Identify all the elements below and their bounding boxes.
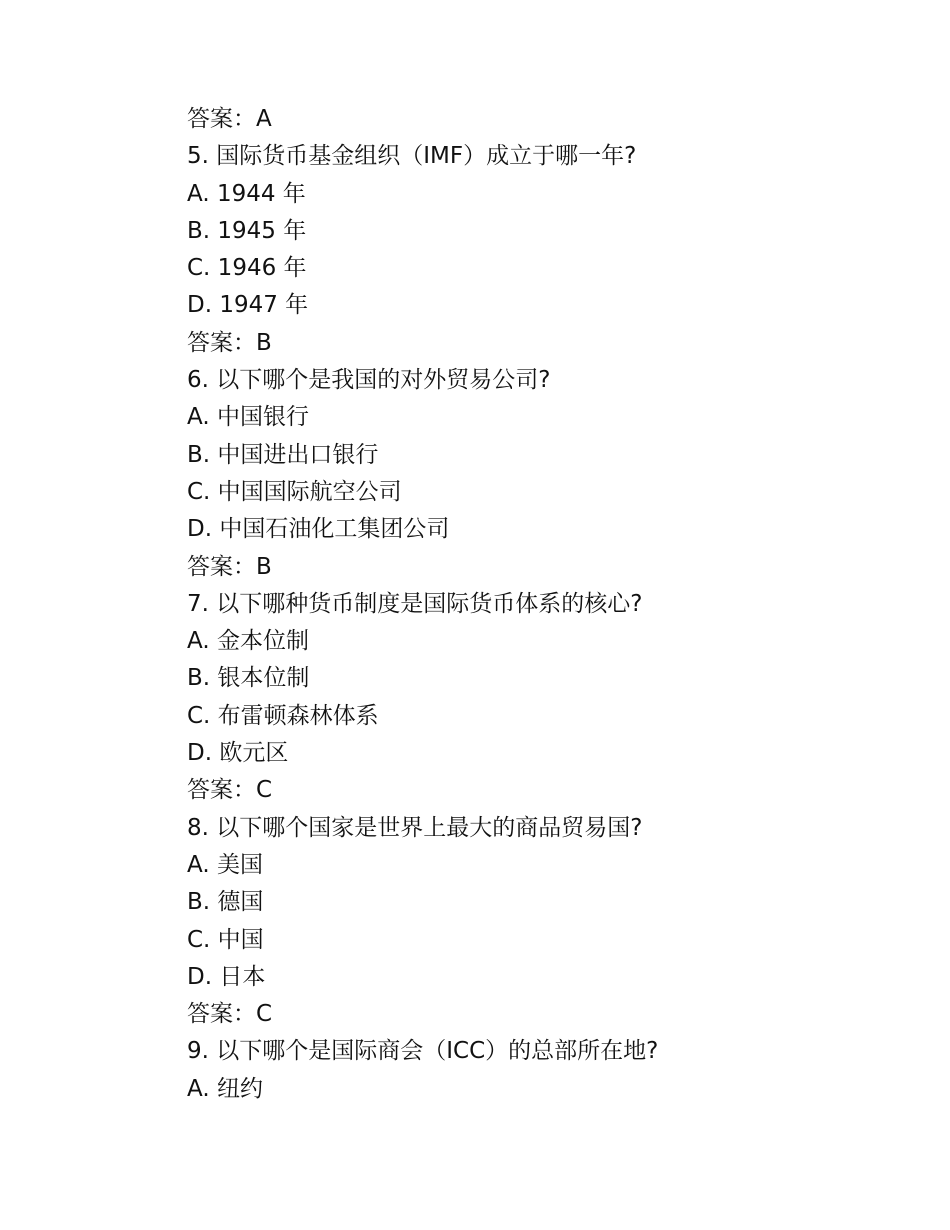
question-line: 9. 以下哪个是国际商会（ICC）的总部所在地?: [187, 1038, 659, 1065]
option-line: B. 中国进出口银行: [187, 441, 379, 468]
option-line: A. 金本位制: [187, 628, 309, 655]
option-line: B. 银本位制: [187, 665, 310, 692]
answer-line: 答案：B: [187, 329, 272, 356]
answer-line: 答案：C: [187, 777, 273, 804]
option-line: A. 中国银行: [187, 404, 309, 431]
option-line: D. 1947 年: [187, 292, 309, 319]
option-line: C. 中国: [187, 926, 264, 953]
quiz-content: [187, 101, 887, 1108]
option-line: A. 美国: [187, 851, 263, 878]
option-line: C. 中国国际航空公司: [187, 478, 402, 505]
question-line: 8. 以下哪个国家是世界上最大的商品贸易国?: [187, 814, 643, 841]
option-line: B. 德国: [187, 889, 264, 916]
option-line: D. 日本: [187, 963, 266, 990]
question-line: 5. 国际货币基金组织（IMF）成立于哪一年?: [187, 143, 637, 170]
option-line: D. 中国石油化工集团公司: [187, 516, 450, 543]
option-line: C. 1946 年: [187, 255, 307, 282]
option-line: A. 纽约: [187, 1075, 263, 1102]
option-line: A. 1944 年: [187, 180, 306, 207]
answer-line: 答案：C: [187, 1001, 273, 1028]
question-line: 6. 以下哪个是我国的对外贸易公司?: [187, 367, 551, 394]
question-line: 7. 以下哪种货币制度是国际货币体系的核心?: [187, 590, 643, 617]
answer-line: 答案：B: [187, 553, 272, 580]
option-line: D. 欧元区: [187, 740, 289, 767]
option-line: C. 布雷顿森林体系: [187, 702, 379, 729]
option-line: B. 1945 年: [187, 217, 307, 244]
answer-line: 答案：A: [187, 106, 272, 132]
